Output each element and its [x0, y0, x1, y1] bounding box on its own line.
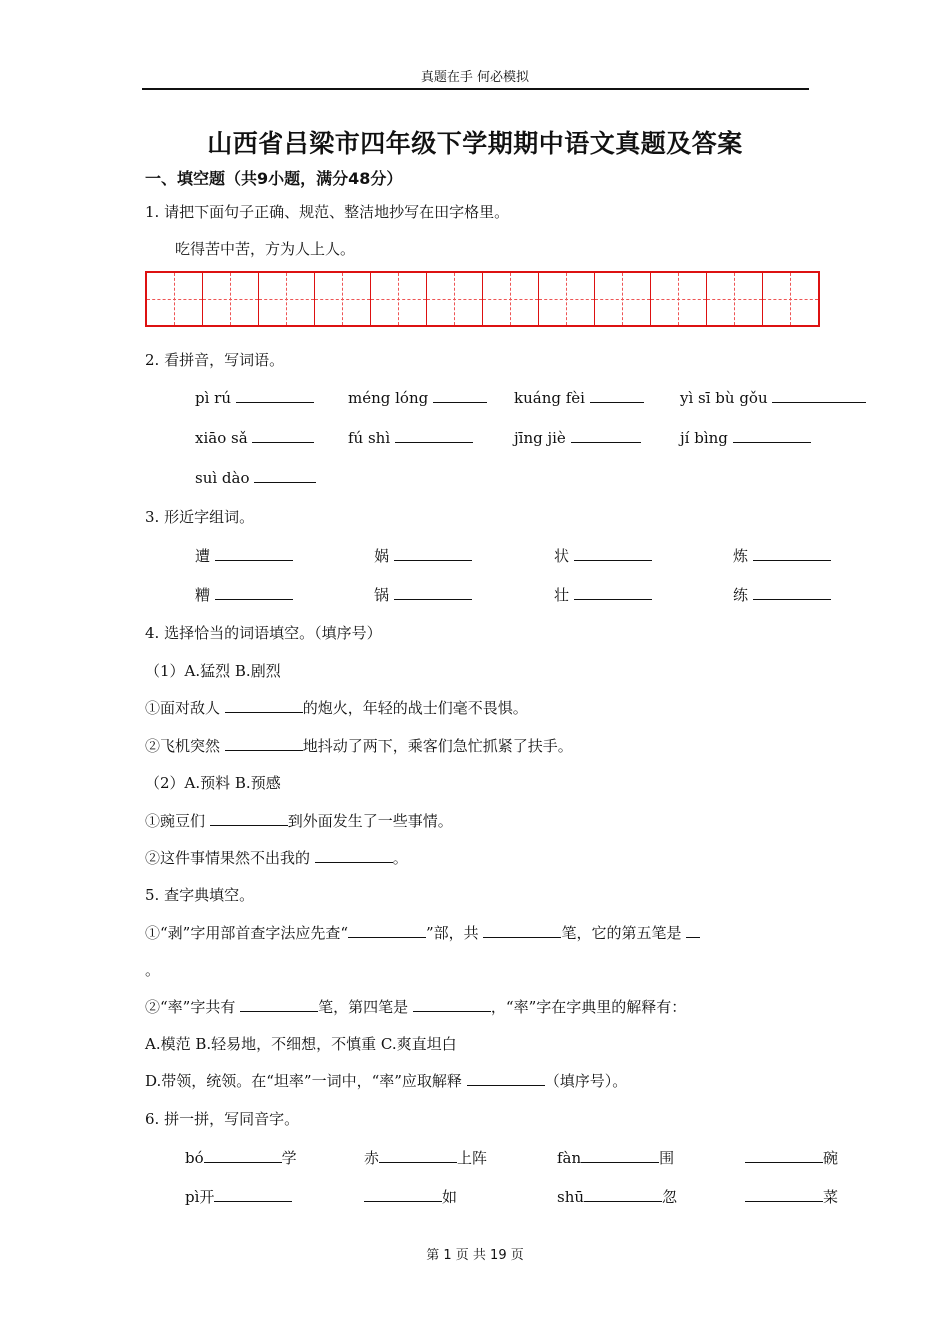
answer-blank[interactable]: [225, 698, 303, 713]
pinyin-item: suì dào: [195, 468, 316, 487]
homophone-item: pì开: [185, 1186, 292, 1207]
q1-prompt: 1. 请把下面句子正确、规范、整洁地抄写在田字格里。: [145, 203, 510, 221]
q2-prompt: 2. 看拼音，写词语。: [145, 351, 285, 369]
answer-blank[interactable]: [753, 546, 831, 561]
grid-cell: [203, 273, 259, 325]
char-item: 娲: [374, 545, 472, 566]
q5-prompt: 5. 查字典填空。: [145, 886, 255, 904]
q1-sentence: 吃得苦中苦，方为人上人。: [175, 240, 356, 258]
char-item: 状: [554, 545, 652, 566]
page-header: 真题在手 何必模拟: [420, 70, 530, 85]
homophone-item: shū 忽: [557, 1188, 678, 1206]
answer-blank[interactable]: [574, 585, 652, 600]
answer-blank[interactable]: [214, 1187, 292, 1202]
answer-blank[interactable]: [753, 585, 831, 600]
q3-prompt: 3. 形近字组词。: [145, 508, 255, 526]
q4-sentence: ②飞机突然 地抖动了两下，乘客们急忙抓紧了扶手。: [145, 737, 573, 755]
homophone-item: bó 学: [185, 1149, 297, 1167]
grid-cell: [651, 273, 707, 325]
char-item: 遭: [195, 545, 293, 566]
pinyin-item: xiāo sǎ: [195, 428, 314, 447]
answer-blank[interactable]: [240, 997, 318, 1012]
answer-blank[interactable]: [772, 388, 866, 403]
char-item: 练: [733, 584, 831, 605]
answer-blank[interactable]: [225, 736, 303, 751]
answer-blank[interactable]: [395, 428, 473, 443]
q5-line: ②“率”字共有 笔，第四笔是 ，“率”字在字典里的解释有：: [145, 998, 687, 1016]
char-item: 锅: [374, 584, 472, 605]
q4-sentence: ①豌豆们 到外面发生了一些事情。: [145, 812, 453, 830]
q6-prompt: 6. 拼一拼，写同音字。: [145, 1110, 300, 1128]
page-title: 山西省吕梁市四年级下学期期中语文真题及答案: [207, 129, 743, 158]
answer-blank[interactable]: [364, 1187, 442, 1202]
answer-blank[interactable]: [394, 585, 472, 600]
q4-options-2: （2）A.预料 B.预感: [145, 774, 281, 792]
answer-blank[interactable]: [348, 923, 426, 938]
answer-blank[interactable]: [215, 546, 293, 561]
pinyin-item: kuáng fèi: [514, 388, 644, 407]
answer-blank[interactable]: [483, 923, 561, 938]
grid-cell: [427, 273, 483, 325]
answer-blank[interactable]: [745, 1187, 823, 1202]
homophone-item: 菜: [745, 1186, 838, 1207]
answer-blank[interactable]: [686, 923, 700, 938]
q4-sentence: ②这件事情果然不出我的 。: [145, 849, 408, 867]
pinyin-item: fú shì: [348, 428, 473, 447]
answer-blank[interactable]: [252, 428, 314, 443]
q4-prompt: 4. 选择恰当的词语填空。（填序号）: [145, 624, 382, 642]
grid-cell: [707, 273, 763, 325]
answer-blank[interactable]: [236, 388, 314, 403]
homophone-item: fàn 围: [557, 1149, 675, 1167]
answer-blank[interactable]: [210, 811, 288, 826]
grid-cell: [595, 273, 651, 325]
page-footer: 第 1 页 共 19 页: [426, 1248, 524, 1263]
answer-blank[interactable]: [254, 468, 316, 483]
pinyin-item: pì rú: [195, 388, 314, 407]
char-item: 壮: [554, 584, 652, 605]
pinyin-item: jīng jiè: [514, 428, 641, 447]
grid-cell: [147, 273, 203, 325]
answer-blank[interactable]: [745, 1148, 823, 1163]
answer-blank[interactable]: [467, 1071, 545, 1086]
q5-options: A.模范 B.轻易地，不细想，不慎重 C.爽直坦白: [145, 1035, 457, 1053]
q5-line: ①“剥”字用部首查字法应先查“ ”部，共 笔，它的第五笔是: [145, 922, 700, 943]
q4-options-1: （1）A.猛烈 B.剧烈: [145, 662, 281, 680]
answer-blank[interactable]: [413, 997, 491, 1012]
answer-blank[interactable]: [571, 428, 641, 443]
pinyin-item: jí bìng: [680, 428, 811, 447]
grid-cell: [315, 273, 371, 325]
char-item: 炼: [733, 545, 831, 566]
homophone-item: 碗: [745, 1147, 838, 1168]
q4-sentence: ①面对敌人 的炮火，年轻的战士们毫不畏惧。: [145, 699, 528, 717]
grid-cell: [259, 273, 315, 325]
answer-blank[interactable]: [394, 546, 472, 561]
header-rule: [142, 88, 809, 90]
answer-blank[interactable]: [204, 1148, 282, 1163]
answer-blank[interactable]: [315, 848, 393, 863]
grid-cell: [763, 273, 818, 325]
answer-blank[interactable]: [379, 1148, 457, 1163]
grid-cell: [483, 273, 539, 325]
answer-blank[interactable]: [215, 585, 293, 600]
grid-cell: [539, 273, 595, 325]
char-item: 糟: [195, 584, 293, 605]
answer-blank[interactable]: [733, 428, 811, 443]
homophone-item: 赤 上阵: [364, 1149, 488, 1167]
answer-blank[interactable]: [590, 388, 644, 403]
q5-line: D.带领，统领。在“坦率”一词中，“率”应取解释 （填序号）。: [145, 1072, 628, 1090]
tianzige-grid[interactable]: [145, 271, 820, 327]
grid-cell: [371, 273, 427, 325]
pinyin-item: méng lóng: [348, 388, 487, 407]
section-heading: 一、填空题（共9小题，满分48分）: [145, 169, 403, 188]
answer-blank[interactable]: [581, 1148, 659, 1163]
answer-blank[interactable]: [584, 1187, 662, 1202]
pinyin-item: yì sī bù gǒu: [680, 388, 866, 407]
answer-blank[interactable]: [574, 546, 652, 561]
homophone-item: 如: [364, 1186, 457, 1207]
q5-line-end: 。: [145, 961, 161, 979]
answer-blank[interactable]: [433, 388, 487, 403]
